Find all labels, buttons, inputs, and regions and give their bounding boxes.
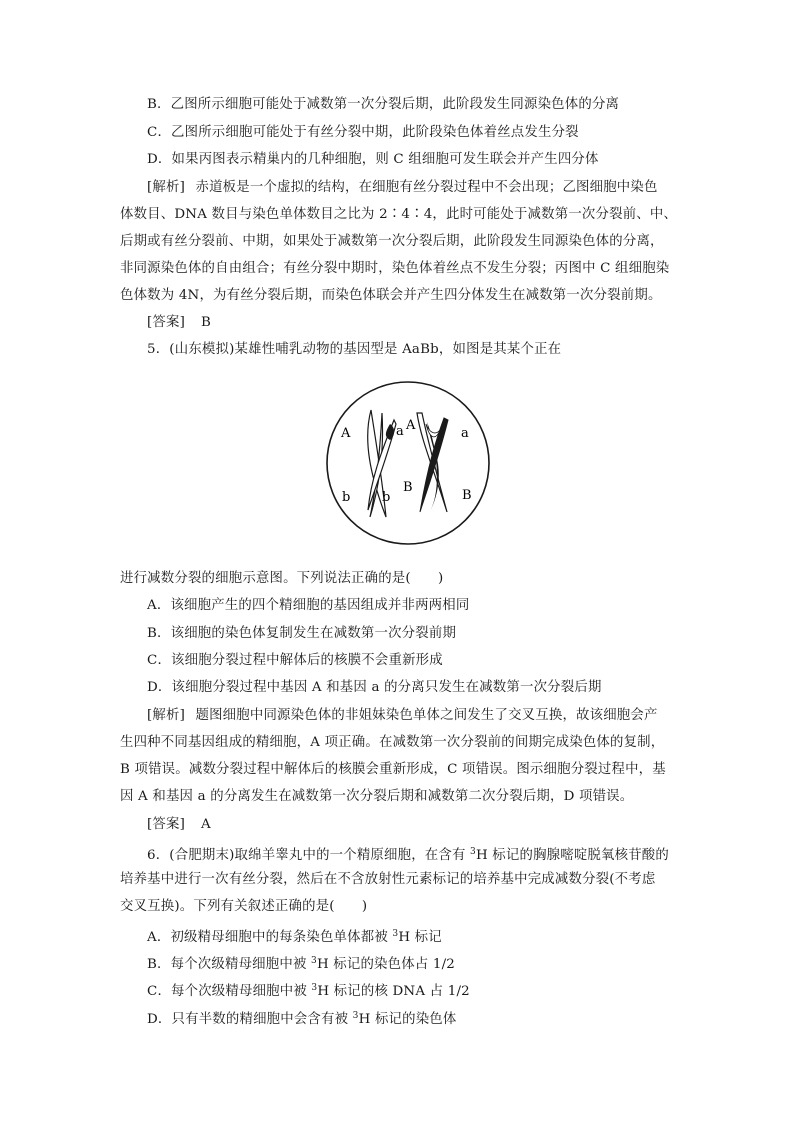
q6-option-c: C．每个次级精母细胞中被 $^3$H 标记的核 DNA 占 1/2 [147,983,470,999]
q5-option-d: D．该细胞分裂过程中基因 A 和基因 a 的分离只发生在减数第一次分裂后期 [147,680,602,695]
q4-analysis-line-2: 体数目、DNA 数目与染色单体数目之比为 2∶4∶4，此时可能处于减数第一次分裂前、中、 [120,207,678,222]
q4-analysis-line-3: 后期或有丝分裂前、中期，如果处于减数第一次分裂后期，此阶段发生同源染色体的分离， [120,234,664,249]
gene-label-a-left: a [396,424,404,439]
q5-analysis-line-2: 生四种不同基因组成的精细胞，A 项正确。在减数第一次分裂前的间期完成染色体的复制， [120,735,665,750]
q4-analysis-line-5: 色体数为 4N，为有丝分裂后期，而染色体联会并产生四分体发生在减数第一次分裂前期。 [120,288,662,303]
q5-option-b: B．该细胞的染色体复制发生在减数第一次分裂前期 [147,626,457,641]
q4-answer: [答案] B [147,315,212,330]
q4-option-d: D．如果丙图表示精巢内的几种细胞，则 C 组细胞可发生联会并产生四分体 [147,152,599,167]
q5-stem-line-2: 进行减数分裂的细胞示意图。下列说法正确的是( ) [120,571,444,586]
q4-answer-value: B [201,315,212,330]
q6-option-d: D．只有半数的精细胞中会含有被 $^3$H 标记的染色体 [147,1011,457,1027]
q4-option-c: C．乙图所示细胞可能处于有丝分裂中期，此阶段染色体着丝点发生分裂 [147,125,579,140]
q5-answer-value: A [201,817,211,832]
gene-label-B-right1: B [403,480,413,495]
q5-stem-line-1: 5．(山东模拟)某雄性哺乳动物的基因型是 AaBb，如图是其某个正在 [147,342,562,357]
analysis-tag: [解析] [147,180,186,195]
q5-analysis-line-4: 因 A 和基因 a 的分离发生在减数第一次分裂后期和减数第二次分裂后期，D 项错误。 [120,789,634,804]
q6-stem-line-1: 6．(合肥期末)取绵羊睾丸中的一个精原细胞，在含有 $^3$H 标记的胸腺嘧啶脱氧核苷酸的 [147,847,669,863]
q4-analysis-line-1: [解析] 赤道板是一个虚拟的结构，在细胞有丝分裂过程中不会出现；乙图细胞中染色 [147,180,658,195]
gene-label-b-left2: b [382,490,391,505]
q4-analysis-line-4: 非同源染色体的自由组合；有丝分裂中期时，染色体着丝点不发生分裂；丙图中 C 组细胞染 [120,261,670,276]
q6-stem-line-2: 培养基中进行一次有丝分裂，然后在不含放射性元素标记的培养基中完成减数分裂(不考虑 [120,872,656,887]
cell-outline [327,382,489,544]
gene-label-B-right2: B [462,488,472,503]
q5-option-c: C．该细胞分裂过程中解体后的核膜不会重新形成 [147,653,443,668]
q6-stem-line-3: 交叉互换)。下列有关叙述正确的是( ) [120,899,368,914]
q4-option-b: B．乙图所示细胞可能处于减数第一次分裂后期，此阶段发生同源染色体的分离 [147,97,620,112]
q6-option-a: A．初级精母细胞中的每条染色单体都被 $^3$H 标记 [147,929,442,945]
meiosis-cell-diagram [324,380,492,546]
gene-label-A-right: A [406,418,416,433]
gene-label-b-left1: b [342,490,351,505]
q5-answer: [答案] A [147,817,211,832]
q5-analysis-line-3: B 项错误。减数分裂过程中解体后的核膜会重新形成，C 项错误。图示细胞分裂过程中，基 [120,762,666,777]
gene-label-a-right: a [461,426,469,441]
q6-option-b: B．每个次级精母细胞中被 $^3$H 标记的染色体占 1/2 [147,956,456,972]
q5-analysis-line-1: [解析] 题图细胞中同源染色体的非姐妹染色单体之间发生了交叉互换，故该细胞会产 [147,708,658,723]
gene-label-A-left: A [341,426,351,441]
q5-option-a: A．该细胞产生的四个精细胞的基因组成并非两两相同 [147,598,470,613]
